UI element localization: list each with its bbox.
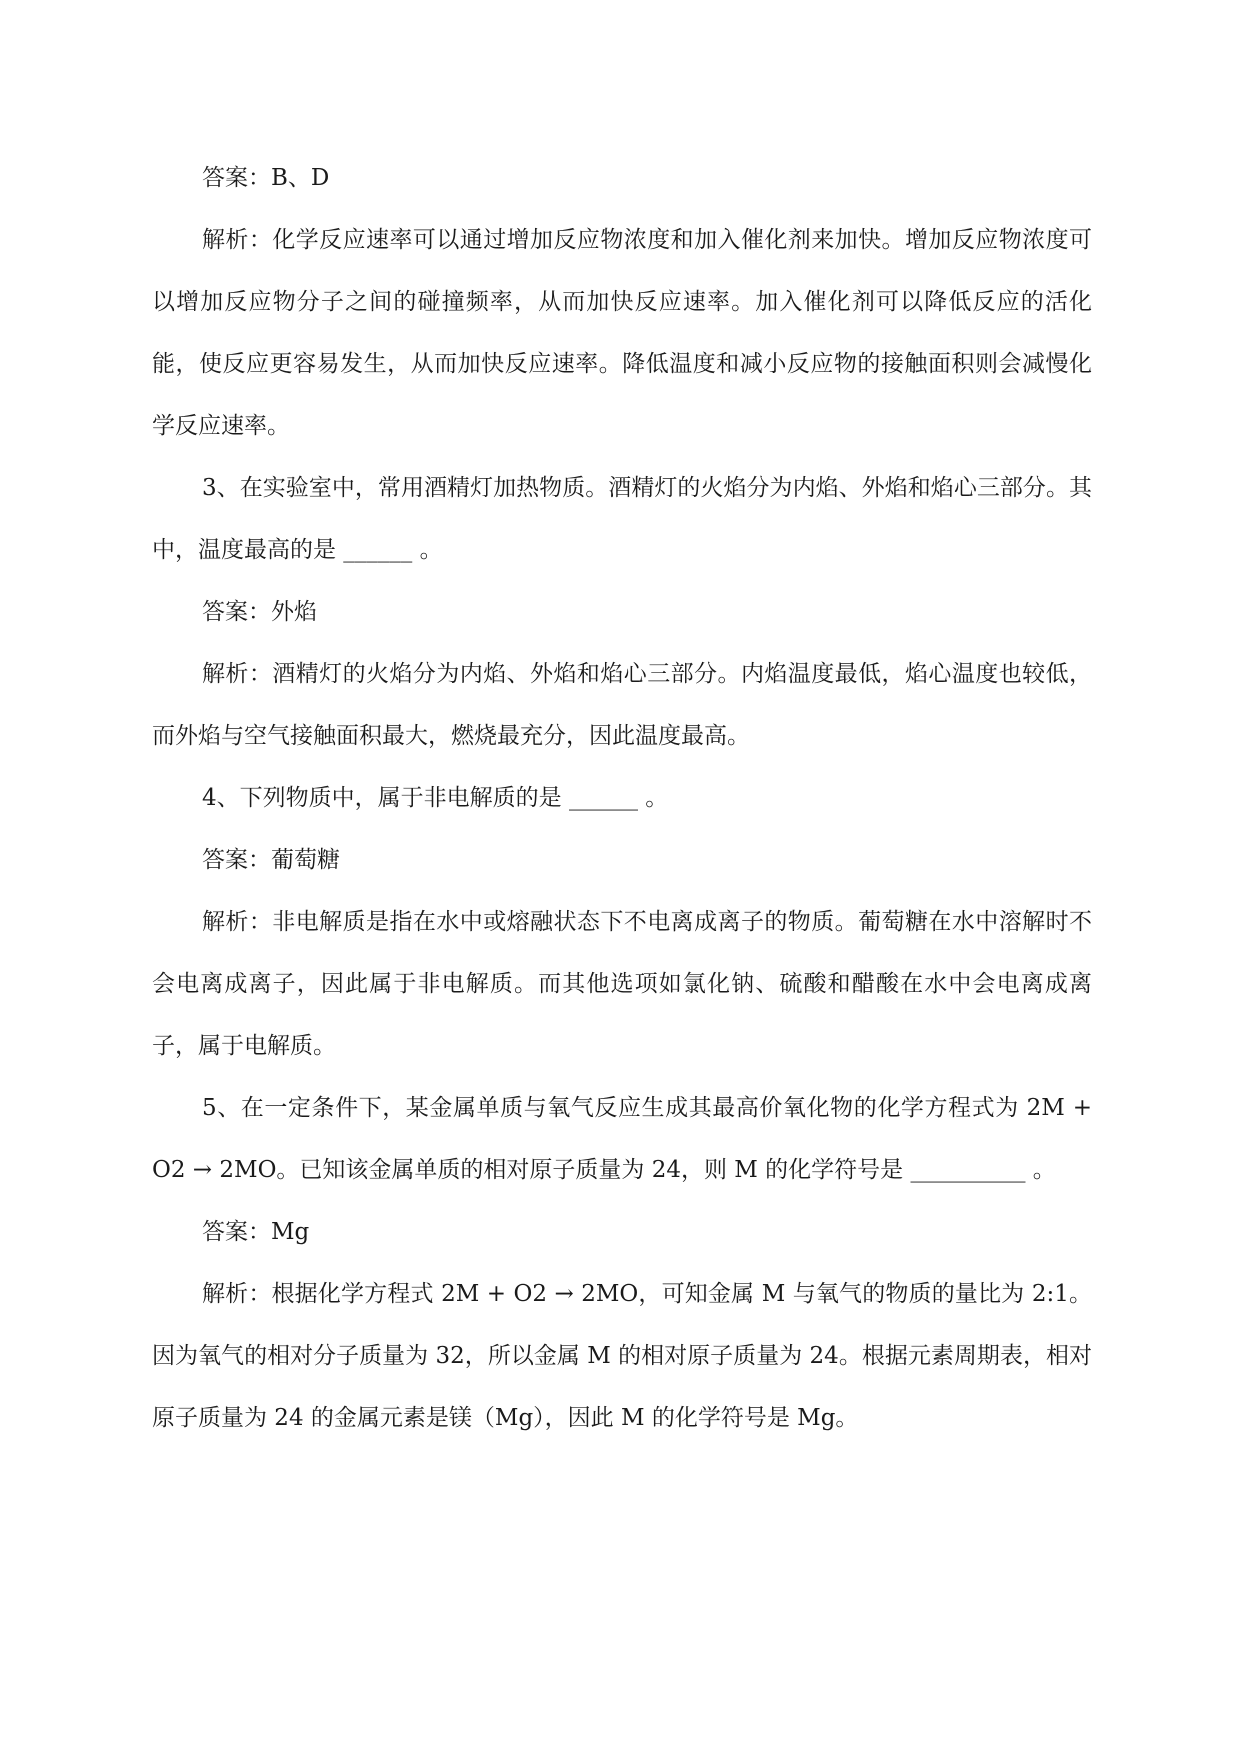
explanation-q5: 解析：根据化学方程式 2M + O2 → 2MO，可知金属 M 与氧气的物质的量比为 2:1。因为氧气的相对分子质量为 32，所以金属 M 的相对原子质量为 24。根据元素周期表，相对原子质量为 24 的金属元素是镁（Mg），因此 M 的化学符号是 Mg。: [152, 1281, 1092, 1431]
explanation-q2: 解析：化学反应速率可以通过增加反应物浓度和加入催化剂来加快。增加反应物浓度可以增加反应物分子之间的碰撞频率，从而加快反应速率。加入催化剂可以降低反应的活化能，使反应更容易发生，从而加快反应速率。降低温度和减小反应物的接触面积则会减慢化学反应速率。: [152, 227, 1092, 439]
question-3: 3、在实验室中，常用酒精灯加热物质。酒精灯的火焰分为内焰、外焰和焰心三部分。其中，温度最高的是 ______ 。: [152, 475, 1092, 563]
answer-q4: 答案：葡萄糖: [202, 847, 340, 873]
explanation-q3: 解析：酒精灯的火焰分为内焰、外焰和焰心三部分。内焰温度最低，焰心温度也较低，而外焰与空气接触面积最大，燃烧最充分，因此温度最高。: [152, 661, 1092, 749]
answer-q2: 答案：B、D: [202, 165, 330, 191]
answer-q5: 答案：Mg: [202, 1219, 310, 1245]
question-5: 5、在一定条件下，某金属单质与氧气反应生成其最高价氧化物的化学方程式为 2M + O2 → 2MO。已知该金属单质的相对原子质量为 24，则 M 的化学符号是 __________ 。: [152, 1095, 1092, 1183]
question-4: 4、下列物质中，属于非电解质的是 ______ 。: [202, 785, 669, 811]
explanation-q4: 解析：非电解质是指在水中或熔融状态下不电离成离子的物质。葡萄糖在水中溶解时不会电离成离子，因此属于非电解质。而其他选项如氯化钠、硫酸和醋酸在水中会电离成离子，属于电解质。: [152, 909, 1092, 1059]
answer-q3: 答案：外焰: [202, 599, 317, 625]
document-page: [152, 147, 1092, 1449]
